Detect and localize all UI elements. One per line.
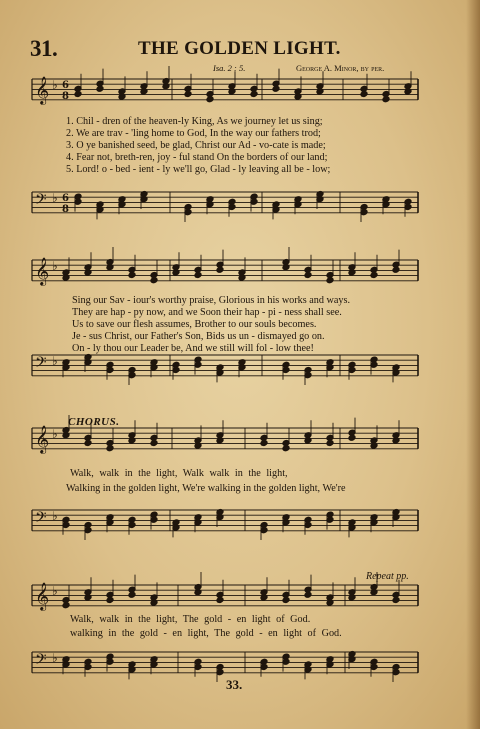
- note-head: [326, 277, 334, 284]
- flat-sign-icon: ♭: [52, 191, 58, 205]
- note-head: [128, 591, 136, 598]
- flat-sign-icon: ♭: [52, 509, 58, 523]
- note-head: [194, 272, 202, 279]
- note-head: [106, 445, 114, 452]
- note-head: [304, 591, 312, 598]
- bass-clef-icon: 𝄢: [35, 509, 47, 530]
- verse-4-line-2: Je - sus Christ, our Father's Son, Bids us un - dismayed go on.: [72, 331, 325, 342]
- flat-sign-icon: ♭: [52, 584, 58, 598]
- verse-5-line-1: 5. Lord! o - bed - ient - ly we'll go, Glad - ly leaving all be - low;: [66, 164, 331, 175]
- page-number: 33.: [226, 677, 243, 692]
- note-head: [392, 266, 400, 273]
- verse-2-line-2: They are hap - py now, and we Soon their hap - pi - ness shall see.: [72, 307, 342, 318]
- flat-sign-icon: ♭: [52, 354, 58, 368]
- treble-clef-icon: 𝄞: [35, 257, 50, 285]
- note-head: [184, 91, 192, 98]
- chorus-label: CHORUS.: [68, 416, 120, 428]
- final-line-1: Walk, walk in the light, The gold - en light of God.: [70, 614, 311, 625]
- note-head: [206, 96, 214, 103]
- note-head: [304, 272, 312, 279]
- flat-sign-icon: ♭: [52, 651, 58, 665]
- time-signature-top: 6: [62, 80, 69, 91]
- verse-5-line-2: On - ly thou our Leader be, And we still will fol - low thee!: [72, 343, 314, 354]
- verse-2-line-1: 2. We are trav - 'ling home to God, In the way our fathers trod;: [66, 128, 321, 139]
- time-signature-bottom: 8: [62, 204, 69, 215]
- flat-sign-icon: ♭: [52, 427, 58, 441]
- note-head: [74, 91, 82, 98]
- chorus-line-2: Walking in the golden light, We're walking in the golden light, We're: [66, 483, 346, 494]
- note-head: [370, 272, 378, 279]
- verse-1-line-2: Sing our Sav - iour's worthy praise, Glorious in his works and ways.: [72, 295, 351, 306]
- scripture-reference: Isa. 2 : 5.: [213, 63, 246, 73]
- time-signature-bottom: 8: [62, 91, 69, 102]
- note-head: [260, 440, 268, 447]
- note-head: [282, 597, 290, 604]
- final-line-2: walking in the gold - en light, The gold - en light of God.: [70, 628, 342, 639]
- note-head: [216, 266, 224, 273]
- composer-credit: George A. Minor, by per.: [296, 63, 385, 73]
- verse-4-line-1: 4. Fear not, breth-ren, joy - ful stand On the borders of our land;: [66, 152, 328, 163]
- note-head: [282, 445, 290, 452]
- note-head: [128, 272, 136, 279]
- note-head: [84, 440, 92, 447]
- flat-sign-icon: ♭: [52, 78, 58, 92]
- bass-clef-icon: 𝄢: [35, 651, 47, 672]
- chorus-line-1: Walk, walk in the light, Walk walk in the light,: [70, 468, 288, 479]
- flat-sign-icon: ♭: [52, 259, 58, 273]
- treble-clef-icon: 𝄞: [35, 582, 50, 610]
- repeat-instruction: Repeat pp.: [366, 571, 409, 582]
- note-head: [216, 597, 224, 604]
- verse-1-line-1: 1. Chil - dren of the heaven-ly King, As we journey let us sing;: [66, 116, 323, 127]
- note-head: [348, 434, 356, 441]
- note-head: [106, 597, 114, 604]
- treble-clef-icon: 𝄞: [35, 425, 50, 453]
- note-head: [360, 91, 368, 98]
- note-head: [250, 91, 258, 98]
- hymn-title: THE GOLDEN LIGHT.: [138, 38, 341, 59]
- treble-clef-icon: 𝄞: [35, 76, 50, 104]
- note-head: [392, 597, 400, 604]
- note-head: [150, 277, 158, 284]
- verse-3-line-1: 3. O ye banished seed, be glad, Christ our Ad - vo-cate is made;: [66, 140, 326, 151]
- note-head: [62, 602, 70, 609]
- note-head: [272, 85, 280, 92]
- bass-clef-icon: 𝄢: [35, 354, 47, 375]
- time-signature-top: 6: [62, 193, 69, 204]
- verse-3-line-2: Us to save our flesh assumes, Brother to our souls becomes.: [72, 319, 317, 330]
- note-head: [326, 440, 334, 447]
- note-head: [150, 440, 158, 447]
- hymn-number: 31.: [30, 36, 58, 61]
- note-head: [96, 85, 104, 92]
- note-head: [382, 96, 390, 103]
- bass-clef-icon: 𝄢: [35, 191, 47, 212]
